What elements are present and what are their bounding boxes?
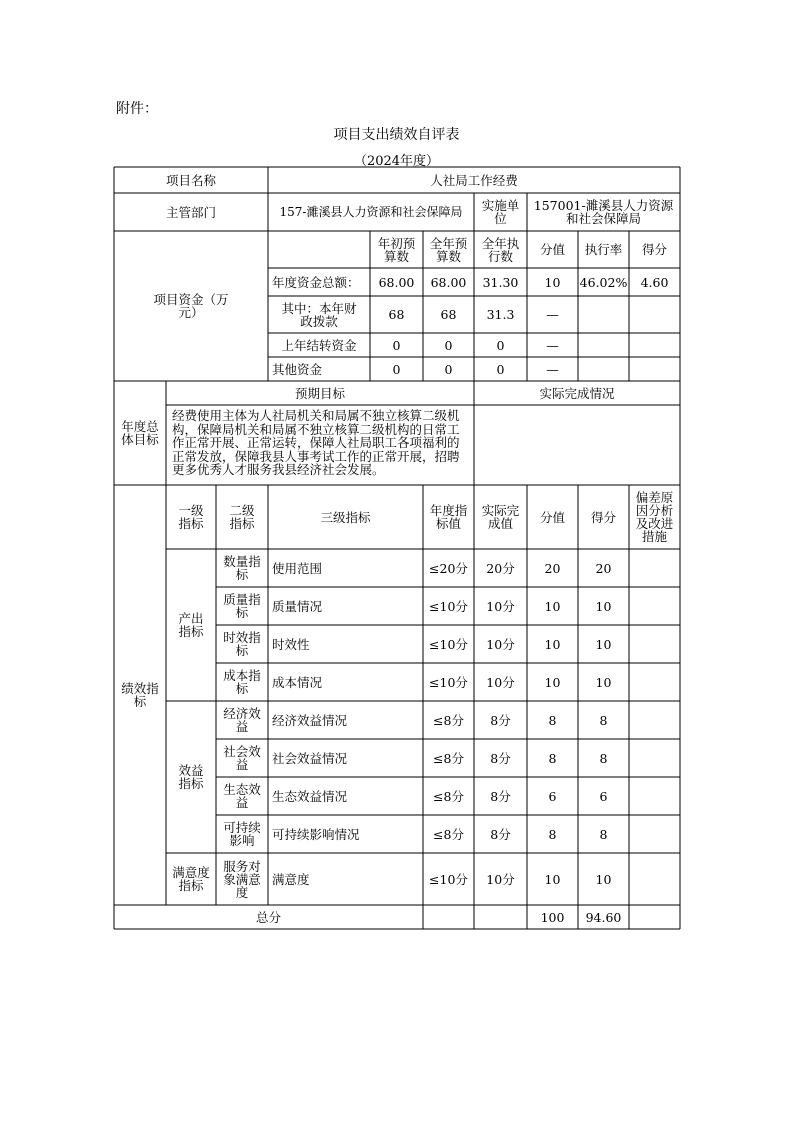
- level3-cell: 生态效益情况: [272, 788, 348, 804]
- level3-cell: 时效性: [272, 636, 310, 652]
- target-cell: ≤8分: [433, 712, 464, 728]
- funds-cell: 46.02%: [579, 274, 628, 290]
- level2-cell: 质量指标: [223, 592, 261, 620]
- perf-label: 绩效指标: [121, 681, 159, 709]
- level2-cell: 可持续影响: [223, 820, 261, 848]
- perf-header-actual: 实际完成值: [481, 503, 520, 531]
- attachment-label: 附件：: [116, 101, 158, 117]
- total-label: 总分: [255, 909, 281, 925]
- level2-cell: 社会效益: [223, 744, 261, 772]
- score-cell: 8: [548, 826, 557, 842]
- level3-cell: 经济效益情况: [272, 712, 348, 728]
- funds-cell: 0: [496, 337, 505, 353]
- target-cell: ≤8分: [433, 826, 464, 842]
- got-cell: 10: [595, 871, 612, 887]
- level1-output: 产出指标: [178, 611, 204, 639]
- funds-cell: 0: [444, 337, 453, 353]
- actual-cell: 10分: [486, 636, 515, 652]
- target-cell: ≤10分: [429, 598, 468, 614]
- funds-cell: [629, 357, 680, 381]
- funds-cell: [629, 333, 680, 357]
- actual-status-header: 实际完成情况: [539, 385, 615, 401]
- note-cell: [629, 701, 680, 739]
- note-cell: [629, 625, 680, 663]
- level1-satisfaction: 满意度指标: [172, 865, 210, 893]
- impl-label: 实施单位: [481, 198, 520, 226]
- actual-cell: 8分: [490, 788, 511, 804]
- funds-cell: [629, 296, 680, 333]
- funds-label: 项目资金（万元）: [153, 292, 229, 320]
- funds-row-label: 其中：本年财政拨款: [281, 300, 357, 329]
- actual-cell: 10分: [486, 674, 515, 690]
- funds-cell: —: [546, 361, 559, 377]
- funds-cell: 4.60: [640, 274, 669, 290]
- got-cell: 8: [599, 712, 608, 728]
- perf-header-got: 得分: [590, 509, 616, 525]
- funds-cell: [578, 296, 629, 333]
- funds-row-label: 上年结转资金: [281, 337, 357, 353]
- note-cell: [629, 549, 680, 587]
- level3-cell: 满意度: [272, 871, 310, 887]
- got-cell: 6: [599, 788, 608, 804]
- funds-cell: 31.3: [486, 307, 515, 322]
- note-cell: [629, 739, 680, 777]
- funds-header-3: 分值: [539, 242, 565, 257]
- level3-cell: 质量情况: [272, 598, 323, 614]
- score-cell: 20: [544, 560, 561, 576]
- note-cell: [629, 587, 680, 625]
- total-got: 94.60: [585, 909, 622, 925]
- perf-header-l3: 三级指标: [320, 509, 371, 525]
- score-cell: 8: [548, 750, 557, 766]
- funds-header-4: 执行率: [584, 242, 623, 257]
- dept-label: 主管部门: [165, 204, 216, 220]
- score-cell: 6: [548, 788, 557, 804]
- note-cell: [629, 663, 680, 701]
- funds-cell: 0: [392, 361, 401, 377]
- score-cell: 10: [544, 871, 561, 887]
- funds-cell: —: [546, 307, 559, 322]
- actual-cell: 10分: [486, 598, 515, 614]
- score-cell: 10: [544, 636, 561, 652]
- target-cell: ≤8分: [433, 750, 464, 766]
- got-cell: 10: [595, 674, 612, 690]
- got-cell: 10: [595, 598, 612, 614]
- funds-cell: 0: [444, 361, 453, 377]
- level3-cell: 可持续影响情况: [272, 826, 360, 842]
- actual-cell: 20分: [486, 560, 515, 576]
- perf-header-l1: 一级指标: [178, 503, 204, 531]
- funds-cell: —: [546, 337, 559, 353]
- actual-cell: 8分: [490, 712, 511, 728]
- year-label: （2024年度）: [353, 154, 440, 169]
- funds-cell: 0: [392, 337, 401, 353]
- note-cell: [629, 815, 680, 853]
- note-cell: [629, 853, 680, 905]
- target-cell: ≤10分: [429, 636, 468, 652]
- level2-cell: 时效指标: [223, 630, 261, 658]
- level2-cell: 数量指标: [223, 554, 261, 582]
- funds-cell: 31.30: [482, 274, 519, 290]
- got-cell: 8: [599, 826, 608, 842]
- note-cell: [629, 777, 680, 815]
- page-title: 项目支出绩效自评表: [333, 127, 460, 143]
- funds-cell: 10: [544, 274, 561, 290]
- expected-goal-text: 经费使用主体为人社局机关和局属不独立核算二级机构，保障局机关和局属不独立核算二级机构的日常工作正常开展、正常运转，保障人社局职工各项福利的正常发放，保障我县人事考试工作的正常开展，招聘更多优秀人才服务我县经济社会发展。: [172, 408, 460, 477]
- target-cell: ≤10分: [429, 674, 468, 690]
- target-cell: ≤10分: [429, 871, 468, 887]
- total-score: 100: [540, 909, 565, 925]
- dept-value: 157-濉溪县人力资源和社会保障局: [279, 204, 463, 219]
- got-cell: 8: [599, 750, 608, 766]
- impl-value: 157001-濉溪县人力资源和社会保障局: [533, 198, 674, 226]
- funds-header-0: 年初预算数: [377, 235, 416, 264]
- perf-header-l2: 二级指标: [229, 503, 255, 531]
- level2-cell: 经济效益: [223, 706, 261, 734]
- funds-row-label: 年度资金总额：: [272, 274, 360, 290]
- level3-cell: 使用范围: [272, 560, 323, 576]
- level3-cell: 成本情况: [272, 674, 323, 690]
- score-cell: 10: [544, 598, 561, 614]
- funds-cell: 68: [440, 307, 457, 322]
- actual-cell: 10分: [486, 871, 515, 887]
- got-cell: 10: [595, 636, 612, 652]
- funds-row-label: 其他资金: [272, 361, 323, 377]
- actual-cell: 8分: [490, 826, 511, 842]
- funds-cell: 68: [388, 307, 405, 322]
- funds-header-1: 全年预算数: [429, 235, 468, 264]
- funds-cell: [578, 333, 629, 357]
- perf-header-target: 年度指标值: [429, 503, 468, 531]
- project-name-label: 项目名称: [165, 172, 216, 188]
- funds-cell: 68.00: [430, 274, 467, 290]
- level3-cell: 社会效益情况: [272, 750, 348, 766]
- target-cell: ≤8分: [433, 788, 464, 804]
- funds-cell: 0: [496, 361, 505, 377]
- level2-cell: 服务对象满意度: [223, 858, 261, 900]
- level2-cell: 成本指标: [223, 668, 261, 696]
- funds-header-5: 得分: [641, 242, 667, 257]
- perf-header-score: 分值: [539, 509, 565, 525]
- actual-cell: 8分: [490, 750, 511, 766]
- expected-goal-header: 预期目标: [294, 385, 345, 401]
- level1-benefit: 效益指标: [178, 763, 204, 791]
- target-cell: ≤20分: [429, 560, 468, 576]
- perf-header-note: 偏差原因分析及改进措施: [635, 490, 674, 544]
- goals-label: 年度总体目标: [121, 419, 159, 447]
- got-cell: 20: [595, 560, 612, 576]
- project-name-value: 人社局工作经费: [430, 172, 518, 188]
- funds-cell: [578, 357, 629, 381]
- actual-status-text: [474, 405, 680, 485]
- funds-header-2: 全年执行数: [481, 235, 520, 264]
- funds-cell: 68.00: [378, 274, 415, 290]
- score-cell: 8: [548, 712, 557, 728]
- score-cell: 10: [544, 674, 561, 690]
- level2-cell: 生态效益: [223, 782, 261, 810]
